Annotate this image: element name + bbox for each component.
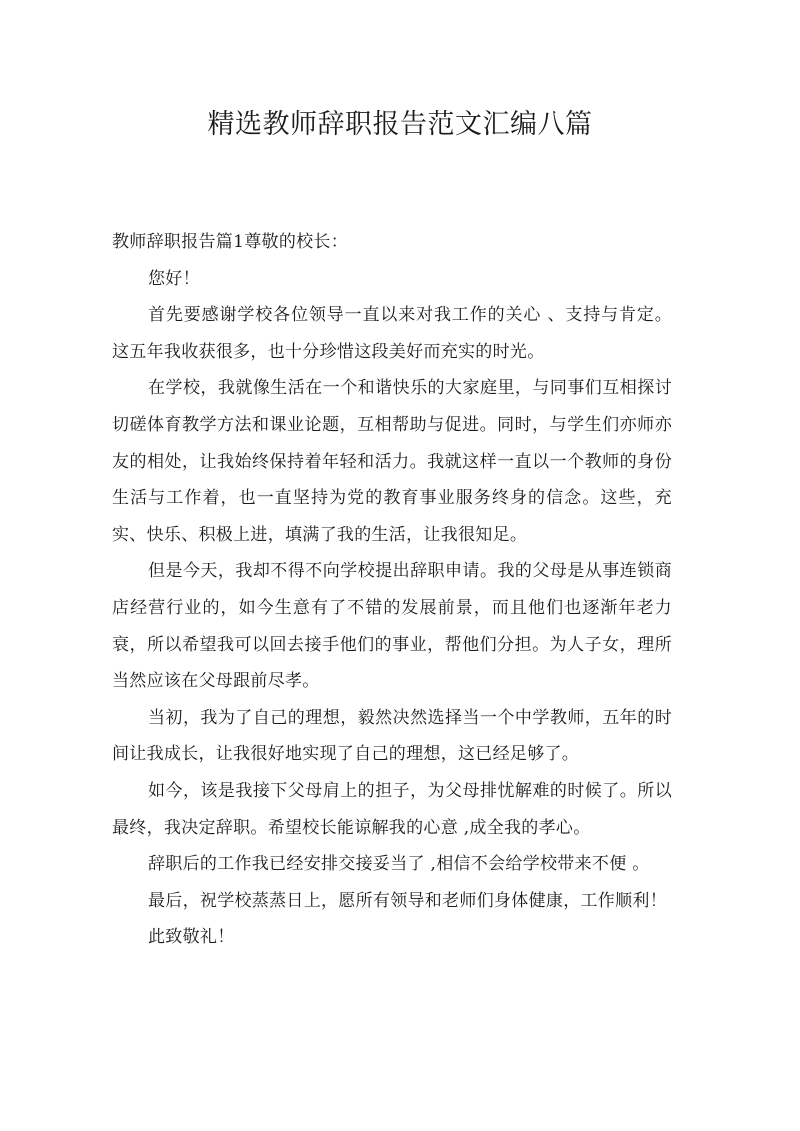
document-title: 精选教师辞职报告范文汇编八篇 bbox=[207, 109, 593, 140]
paragraph-ideal: 当初，我为了自己的理想，毅然决然选择当一个中学教师，五年的时间让我成长，让我很好地实现了自己的理想，这已经足够了。 bbox=[112, 707, 672, 765]
document-body bbox=[112, 224, 672, 956]
paragraph-wishes: 最后，祝学校蒸蒸日上，愿所有领导和老师们身体健康，工作顺利！ bbox=[148, 890, 667, 911]
paragraph-thanks: 首先要感谢学校各位领导一直以来对我工作的关心 、支持与肯定。这五年我收获很多，也十分珍惜这段美好而充实的时光。 bbox=[112, 305, 672, 362]
paragraph-closing: 此致敬礼！ bbox=[148, 927, 235, 948]
paragraph-handover: 辞职后的工作我已经安排交接妥当了 ,相信不会给学校带来不便 。 bbox=[148, 854, 650, 875]
heading-line: 教师辞职报告篇1尊敬的校长： bbox=[112, 232, 349, 252]
paragraph-greeting: 您好！ bbox=[148, 268, 200, 289]
paragraph-decision: 如今，该是我接下父母肩上的担子，为父母排忧解难的时候了。所以最终，我决定辞职。希望校长能谅解我的心意 ,成全我的孝心。 bbox=[112, 780, 672, 838]
paragraph-reason: 但是今天，我却不得不向学校提出辞职申请。我的父母是从事连锁商店经营行业的，如今生意有了不错的发展前景，而且他们也逐渐年老力衰，所以希望我可以回去接手他们的事业，帮他们分担。为人子女，理所当然应该在父母跟前尽孝。 bbox=[112, 561, 672, 692]
paragraph-school-life: 在学校，我就像生活在一个和谐快乐的大家庭里，与同事们互相探讨切磋体育教学方法和课业论题，互相帮助与促进。同时，与学生们亦师亦友的相处，让我始终保持着年轻和活力。我就这样一直以一个教师的身份生活与工作着，也一直坚持为党的教育事业服务终身的信念。这些，充实、快乐、积极上进，填满了我的生活，让我很知足。 bbox=[112, 378, 672, 545]
